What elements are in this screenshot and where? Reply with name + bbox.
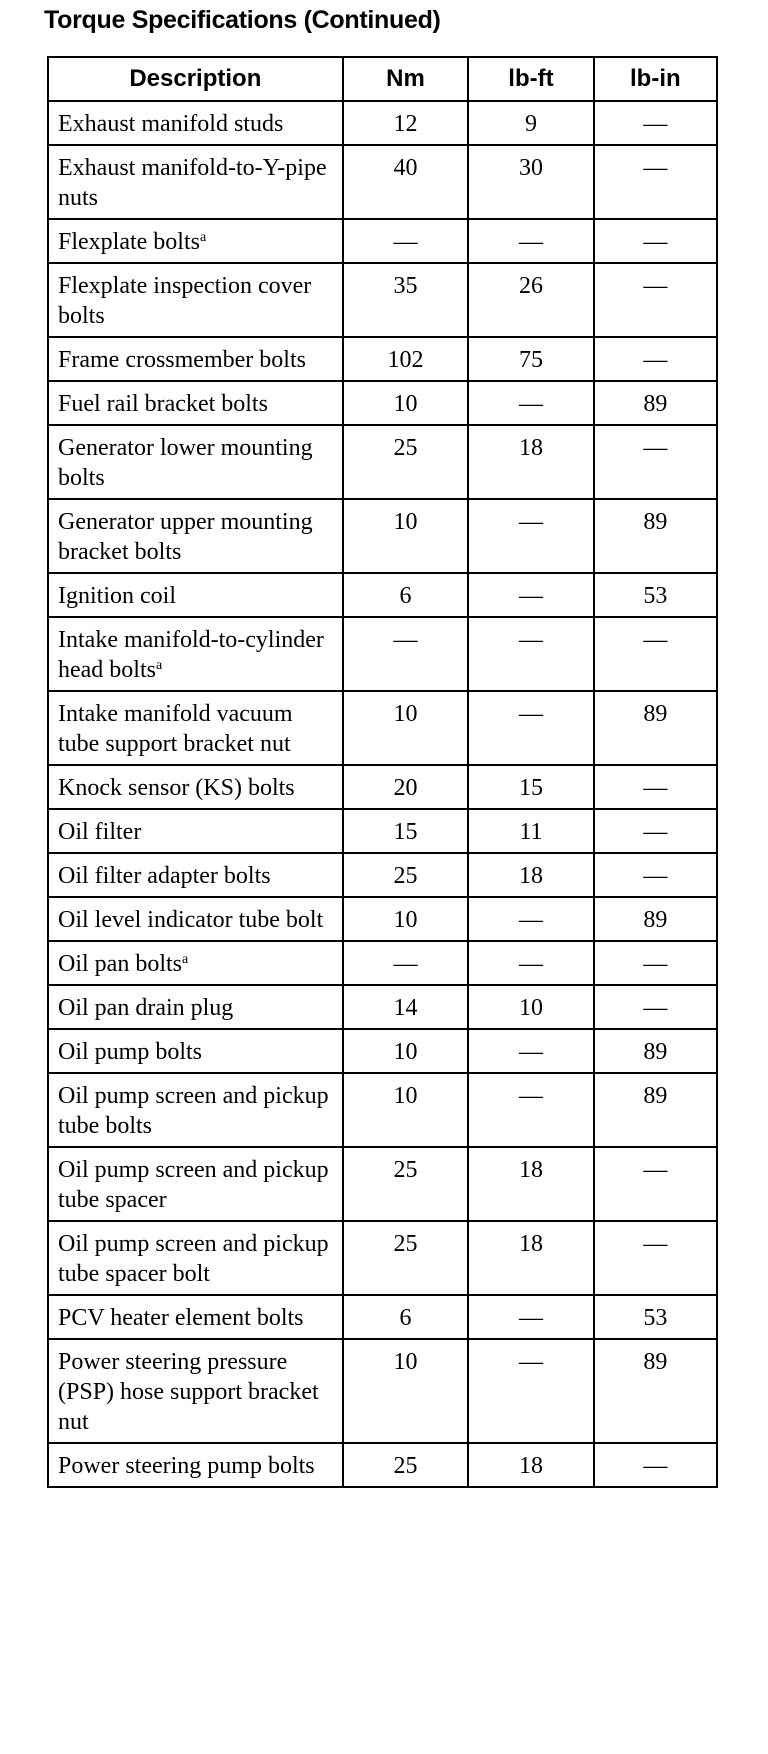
footnote-marker: a bbox=[155, 658, 163, 673]
cell-lb-ft: 18 bbox=[468, 853, 594, 897]
description-text: Oil pump bolts bbox=[58, 1039, 203, 1065]
cell-lb-ft: — bbox=[468, 1029, 594, 1073]
description-text: Flexplate inspection cover bolts bbox=[58, 273, 312, 329]
cell-lb-ft: — bbox=[468, 1295, 594, 1339]
cell-lb-ft: 18 bbox=[468, 1443, 594, 1487]
description-text: Oil pump screen and pickup tube spacer bolt bbox=[58, 1231, 329, 1287]
cell-nm: 12 bbox=[343, 101, 469, 145]
table-row bbox=[48, 1443, 717, 1487]
footnote-marker: a bbox=[182, 952, 189, 967]
description-text: Oil pan bolts bbox=[58, 951, 182, 977]
cell-lb-ft: — bbox=[468, 1073, 594, 1147]
description-text: Oil filter bbox=[58, 819, 142, 845]
table-row bbox=[48, 1147, 717, 1221]
cell-description bbox=[48, 425, 343, 499]
cell-lb-ft: — bbox=[468, 617, 594, 691]
cell-lb-ft: 9 bbox=[468, 101, 594, 145]
cell-nm: 10 bbox=[343, 1029, 469, 1073]
cell-lb-in: — bbox=[594, 263, 717, 337]
description-text: Generator upper mounting bracket bolts bbox=[58, 509, 313, 565]
table-row bbox=[48, 1339, 717, 1443]
cell-lb-in: — bbox=[594, 765, 717, 809]
cell-nm: 6 bbox=[343, 1295, 469, 1339]
cell-description bbox=[48, 337, 343, 381]
cell-lb-in: — bbox=[594, 145, 717, 219]
cell-nm: 25 bbox=[343, 853, 469, 897]
table-row bbox=[48, 809, 717, 853]
cell-description bbox=[48, 101, 343, 145]
cell-nm: 25 bbox=[343, 1443, 469, 1487]
cell-lb-in: 53 bbox=[594, 1295, 717, 1339]
description-text: Intake manifold vacuum tube support bracket nut bbox=[58, 701, 293, 757]
cell-description bbox=[48, 809, 343, 853]
table-row bbox=[48, 617, 717, 691]
cell-nm: — bbox=[343, 941, 469, 985]
cell-lb-in: — bbox=[594, 101, 717, 145]
cell-description bbox=[48, 263, 343, 337]
cell-description bbox=[48, 985, 343, 1029]
cell-lb-ft: — bbox=[468, 941, 594, 985]
cell-nm: 6 bbox=[343, 573, 469, 617]
table-row bbox=[48, 101, 717, 145]
cell-lb-in: 53 bbox=[594, 573, 717, 617]
table-row bbox=[48, 499, 717, 573]
cell-nm: 10 bbox=[343, 691, 469, 765]
cell-lb-ft: 30 bbox=[468, 145, 594, 219]
cell-lb-in: — bbox=[594, 337, 717, 381]
table-row bbox=[48, 381, 717, 425]
cell-nm: 25 bbox=[343, 1147, 469, 1221]
cell-nm: 10 bbox=[343, 381, 469, 425]
table-row bbox=[48, 263, 717, 337]
cell-nm: 14 bbox=[343, 985, 469, 1029]
column-header-lb-in: lb-in bbox=[594, 57, 717, 101]
cell-description bbox=[48, 1221, 343, 1295]
description-text: Generator lower mounting bolts bbox=[58, 435, 313, 491]
cell-lb-in: — bbox=[594, 425, 717, 499]
description-text: Fuel rail bracket bolts bbox=[58, 391, 268, 417]
cell-nm: — bbox=[343, 219, 469, 263]
column-header-nm: Nm bbox=[343, 57, 469, 101]
cell-description bbox=[48, 1073, 343, 1147]
table-row bbox=[48, 337, 717, 381]
cell-description bbox=[48, 853, 343, 897]
cell-description bbox=[48, 897, 343, 941]
cell-lb-ft: 18 bbox=[468, 1221, 594, 1295]
table-row bbox=[48, 897, 717, 941]
cell-lb-in: 89 bbox=[594, 1029, 717, 1073]
cell-nm: 10 bbox=[343, 499, 469, 573]
page-title: Torque Specifications (Continued) bbox=[44, 6, 441, 34]
cell-lb-in: — bbox=[594, 1147, 717, 1221]
cell-nm: 10 bbox=[343, 1073, 469, 1147]
cell-lb-in: 89 bbox=[594, 381, 717, 425]
cell-lb-ft: — bbox=[468, 897, 594, 941]
cell-description bbox=[48, 1339, 343, 1443]
cell-lb-ft: 15 bbox=[468, 765, 594, 809]
table-row bbox=[48, 691, 717, 765]
table-row bbox=[48, 941, 717, 985]
cell-lb-in: 89 bbox=[594, 897, 717, 941]
description-text: Flexplate bolts bbox=[58, 229, 200, 255]
cell-lb-in: — bbox=[594, 1221, 717, 1295]
cell-description bbox=[48, 691, 343, 765]
cell-description bbox=[48, 145, 343, 219]
cell-nm: 25 bbox=[343, 1221, 469, 1295]
table-row bbox=[48, 573, 717, 617]
table-row bbox=[48, 425, 717, 499]
cell-description bbox=[48, 381, 343, 425]
cell-lb-ft: 26 bbox=[468, 263, 594, 337]
description-text: Oil filter adapter bolts bbox=[58, 863, 271, 889]
table-row bbox=[48, 145, 717, 219]
cell-lb-ft: — bbox=[468, 499, 594, 573]
cell-lb-ft: 10 bbox=[468, 985, 594, 1029]
description-text: Ignition coil bbox=[58, 583, 176, 609]
cell-lb-ft: 75 bbox=[468, 337, 594, 381]
description-text: Frame crossmember bolts bbox=[58, 347, 306, 373]
cell-description bbox=[48, 573, 343, 617]
cell-description bbox=[48, 1295, 343, 1339]
cell-lb-in: — bbox=[594, 1443, 717, 1487]
description-text: Oil pump screen and pickup tube spacer bbox=[58, 1157, 329, 1213]
description-text: Intake manifold-to-cylinder head bolts bbox=[58, 627, 324, 683]
description-text: Power steering pressure (PSP) hose support bracket nut bbox=[58, 1349, 319, 1435]
cell-nm: 40 bbox=[343, 145, 469, 219]
cell-lb-in: 89 bbox=[594, 1073, 717, 1147]
cell-lb-ft: — bbox=[468, 219, 594, 263]
table-row bbox=[48, 985, 717, 1029]
table-header-row bbox=[48, 57, 717, 101]
cell-nm: 20 bbox=[343, 765, 469, 809]
cell-lb-in: — bbox=[594, 219, 717, 263]
cell-lb-ft: 11 bbox=[468, 809, 594, 853]
cell-lb-in: — bbox=[594, 617, 717, 691]
cell-description bbox=[48, 1029, 343, 1073]
cell-nm: 102 bbox=[343, 337, 469, 381]
footnote-marker: a bbox=[199, 230, 207, 245]
column-header-lb-ft: lb-ft bbox=[468, 57, 594, 101]
table-row bbox=[48, 1029, 717, 1073]
description-text: Power steering pump bolts bbox=[58, 1453, 315, 1479]
description-text: Oil pump screen and pickup tube bolts bbox=[58, 1083, 329, 1139]
cell-description bbox=[48, 617, 343, 691]
table-row bbox=[48, 1295, 717, 1339]
cell-description bbox=[48, 219, 343, 263]
table-row bbox=[48, 765, 717, 809]
cell-lb-ft: — bbox=[468, 1339, 594, 1443]
cell-description bbox=[48, 765, 343, 809]
table-row bbox=[48, 1221, 717, 1295]
description-text: PCV heater element bolts bbox=[58, 1305, 304, 1331]
description-text: Exhaust manifold studs bbox=[58, 111, 284, 137]
cell-lb-in: 89 bbox=[594, 499, 717, 573]
cell-nm: 35 bbox=[343, 263, 469, 337]
table-body bbox=[48, 101, 717, 1487]
description-text: Knock sensor (KS) bolts bbox=[58, 775, 295, 801]
cell-description bbox=[48, 1443, 343, 1487]
cell-description bbox=[48, 1147, 343, 1221]
cell-lb-in: — bbox=[594, 985, 717, 1029]
description-text: Oil level indicator tube bolt bbox=[58, 907, 324, 933]
cell-lb-ft: — bbox=[468, 573, 594, 617]
table-row bbox=[48, 853, 717, 897]
cell-nm: — bbox=[343, 617, 469, 691]
cell-lb-in: 89 bbox=[594, 1339, 717, 1443]
cell-lb-ft: 18 bbox=[468, 1147, 594, 1221]
table-row bbox=[48, 1073, 717, 1147]
cell-lb-in: 89 bbox=[594, 691, 717, 765]
cell-description bbox=[48, 499, 343, 573]
cell-lb-ft: — bbox=[468, 381, 594, 425]
cell-lb-in: — bbox=[594, 853, 717, 897]
cell-lb-in: — bbox=[594, 809, 717, 853]
table-row bbox=[48, 219, 717, 263]
cell-nm: 10 bbox=[343, 897, 469, 941]
cell-description bbox=[48, 941, 343, 985]
cell-lb-in: — bbox=[594, 941, 717, 985]
cell-lb-ft: 18 bbox=[468, 425, 594, 499]
cell-lb-ft: — bbox=[468, 691, 594, 765]
cell-nm: 10 bbox=[343, 1339, 469, 1443]
cell-nm: 15 bbox=[343, 809, 469, 853]
torque-spec-table bbox=[47, 56, 718, 1488]
description-text: Exhaust manifold-to-Y-pipe nuts bbox=[58, 155, 327, 211]
column-header-description: Description bbox=[48, 57, 343, 101]
cell-nm: 25 bbox=[343, 425, 469, 499]
description-text: Oil pan drain plug bbox=[58, 995, 234, 1021]
